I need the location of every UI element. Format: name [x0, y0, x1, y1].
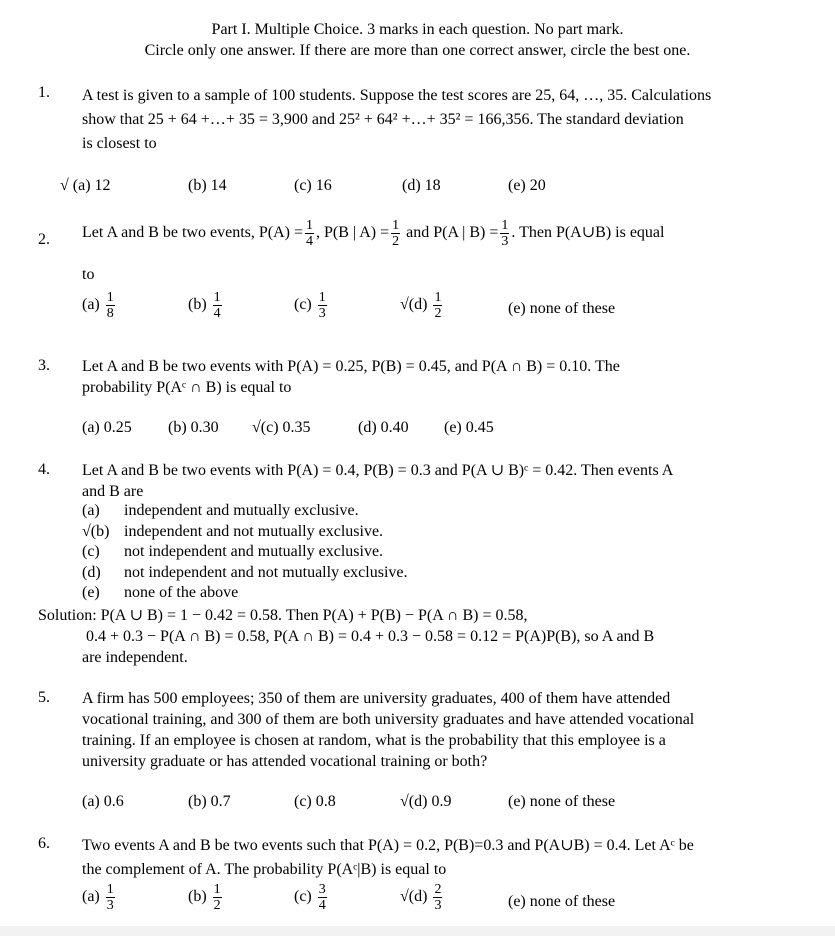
- solution-line-2: 0.4 + 0.3 − P(A ∩ B) = 0.58, P(A ∩ B) = 0.4 + 0.3 − 0.58 = 0.12 = P(A)P(B), so A and B: [86, 628, 655, 645]
- question-2-option-d[interactable]: √(d) $\frac{1}{2}$: [400, 290, 442, 321]
- question-5-text: [82, 688, 786, 772]
- question-5-line-1: A firm has 500 employees; 350 of them are university graduates, 400 of them have attended: [82, 690, 671, 707]
- question-4-option-c[interactable]: (c) not independent and mutually exclusive.: [82, 543, 384, 560]
- question-3-number: 3.: [38, 357, 50, 374]
- solution-line-1: Solution: P(A ∪ B) = 1 − 0.42 = 0.58. Then P(A) + P(B) − P(A ∩ B) = 0.58,: [38, 607, 528, 624]
- question-3-line-2: probability P(Aᶜ ∩ B) is equal to: [82, 379, 292, 396]
- question-2-frac-pa: $\frac{1}{4}$: [306, 218, 313, 249]
- question-1-text: [82, 84, 786, 156]
- question-4-text: [82, 460, 786, 502]
- question-5-line-2: vocational training, and 300 of them are both university graduates and have attended vocational: [82, 711, 695, 728]
- question-2-option-b[interactable]: (b) $\frac{1}{4}$: [188, 290, 221, 321]
- question-2-equal: is equal: [615, 224, 665, 242]
- question-1-number: 1.: [38, 84, 50, 101]
- question-5-option-e[interactable]: (e) none of these: [508, 793, 616, 810]
- header-line-1: Part I. Multiple Choice. 3 marks in each question. No part mark.: [211, 21, 624, 38]
- question-3-option-a[interactable]: (a) 0.25: [82, 419, 132, 436]
- question-3-option-e[interactable]: (e) 0.45: [444, 419, 494, 436]
- question-4-line-2: and B are: [82, 483, 144, 500]
- question-6-option-e[interactable]: (e) none of these: [508, 893, 616, 910]
- question-4-option-b[interactable]: √(b) independent and not mutually exclusive.: [82, 522, 384, 540]
- question-2-frac-pab: $\frac{1}{3}$: [501, 218, 509, 249]
- question-2-option-e[interactable]: (e) none of these: [508, 300, 616, 317]
- question-3-option-c[interactable]: √(c) 0.35: [252, 419, 311, 436]
- question-2-then: . Then: [511, 224, 552, 242]
- solution-line-3: are independent.: [82, 649, 188, 666]
- question-4-solution: [38, 605, 788, 668]
- question-6-option-b[interactable]: (b) $\frac{1}{2}$: [188, 882, 221, 913]
- question-3-option-d[interactable]: (d) 0.40: [358, 419, 409, 436]
- question-6-line-2: the complement of A. The probability P(Aᶜ|B) is equal to: [82, 861, 447, 878]
- question-5-line-4: university graduate or has attended vocational training or both?: [82, 753, 488, 770]
- question-6-text: [82, 834, 786, 882]
- question-2-union: P(A∪B): [555, 224, 612, 242]
- question-6-option-c[interactable]: (c) $\frac{3}{4}$: [294, 882, 326, 913]
- question-4-option-e[interactable]: (e) none of the above: [82, 584, 239, 601]
- question-1-line-1: A test is given to a sample of 100 students. Suppose the test scores are 25, 64, …, 35. Calculations: [82, 87, 712, 104]
- header-line-2: Circle only one answer. If there are more than one correct answer, circle the best one.: [144, 42, 691, 59]
- question-1-option-e[interactable]: (e) 20: [508, 177, 546, 194]
- question-2-text-line-1: Let A and B be two events, P(A) = $\frac{1}{4}$ , P(B | A) = $\frac{1}{2}$ and P(A | B) = $\frac{1}{3}$ . Then P(A∪B) is equal: [82, 218, 665, 249]
- question-1-option-c[interactable]: (c) 16: [294, 177, 332, 194]
- question-4-number: 4.: [38, 461, 50, 478]
- question-2-number: 2.: [38, 231, 50, 248]
- question-4-options: [82, 501, 408, 604]
- question-2-to: to: [82, 266, 95, 283]
- bottom-scroll-strip: [0, 926, 835, 936]
- question-2-pab-label: P(A | B) =: [433, 224, 499, 242]
- question-2-pba-label: P(B | A) =: [324, 224, 390, 242]
- question-1-line-3: is closest to: [82, 135, 157, 152]
- question-6-number: 6.: [38, 835, 50, 852]
- question-2-option-a[interactable]: (a) $\frac{1}{8}$: [82, 290, 114, 321]
- question-5-option-a[interactable]: (a) 0.6: [82, 793, 124, 810]
- question-4-option-d[interactable]: (d) not independent and not mutually exclusive.: [82, 563, 408, 581]
- question-2-frac-pba: $\frac{1}{2}$: [392, 218, 400, 249]
- question-4-option-a[interactable]: (a) independent and mutually exclusive.: [82, 502, 359, 519]
- question-2-text-intro: Let A and B be two events,: [82, 224, 255, 242]
- question-6-option-a[interactable]: (a) $\frac{1}{3}$: [82, 882, 114, 913]
- question-1-option-d[interactable]: (d) 18: [402, 177, 441, 194]
- question-5-option-c[interactable]: (c) 0.8: [294, 793, 336, 810]
- question-3-option-b[interactable]: (b) 0.30: [168, 419, 219, 436]
- question-5-option-d[interactable]: √(d) 0.9: [400, 793, 452, 810]
- question-4-line-1: Let A and B be two events with P(A) = 0.4, P(B) = 0.3 and P(A ∪ B)ᶜ = 0.42. Then events A: [82, 462, 674, 479]
- question-5-line-3: training. If an employee is chosen at random, what is the probability that this employee is a: [82, 732, 666, 749]
- question-1-option-b[interactable]: (b) 14: [188, 177, 227, 194]
- question-1-option-a[interactable]: √ (a) 12: [60, 177, 111, 194]
- question-6-option-d[interactable]: √(d) $\frac{2}{3}$: [400, 882, 442, 913]
- question-3-text: [82, 356, 786, 398]
- question-6-line-1: Two events A and B be two events such that P(A) = 0.2, P(B)=0.3 and P(A∪B) = 0.4. Let Aᶜ be: [82, 837, 694, 854]
- question-2-pa-label: P(A) =: [258, 224, 303, 242]
- question-2-and: and: [406, 224, 430, 242]
- question-5-number: 5.: [38, 689, 50, 706]
- question-3-line-1: Let A and B be two events with P(A) = 0.25, P(B) = 0.45, and P(A ∩ B) = 0.10. The: [82, 358, 620, 375]
- question-1-line-2: show that 25 + 64 +…+ 35 = 3,900 and 25² + 64² +…+ 35² = 166,356. The standard deviation: [82, 111, 684, 128]
- question-2-option-c[interactable]: (c) $\frac{1}{3}$: [294, 290, 326, 321]
- question-5-option-b[interactable]: (b) 0.7: [188, 793, 231, 810]
